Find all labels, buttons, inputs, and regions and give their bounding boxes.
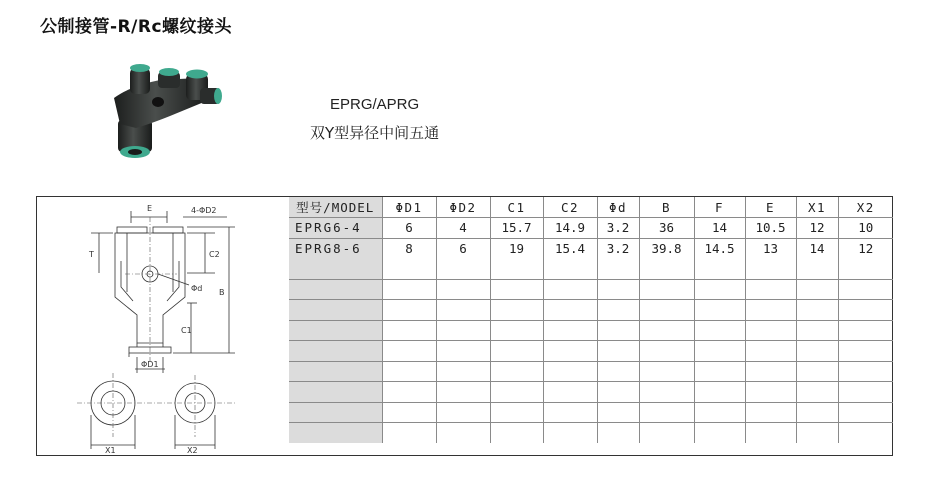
- cell: 6: [436, 238, 490, 259]
- dim-x2-label: X2: [187, 446, 198, 455]
- empty-cell: [490, 382, 543, 403]
- product-description: 双Y型异径中间五通: [310, 124, 440, 142]
- cell: 19: [490, 238, 543, 259]
- empty-cell: [289, 320, 382, 341]
- dim-c2-label: C2: [209, 250, 220, 259]
- empty-cell: [745, 341, 796, 362]
- empty-cell: [490, 259, 543, 280]
- empty-cell: [838, 361, 893, 382]
- empty-cell: [796, 279, 838, 300]
- empty-cell: [796, 259, 838, 280]
- empty-cell: [745, 361, 796, 382]
- dim-d-label: Φd: [191, 284, 203, 293]
- header-model: 型号/MODEL: [289, 197, 382, 218]
- empty-cell: [382, 300, 436, 321]
- cell: 12: [838, 238, 893, 259]
- empty-cell: [745, 300, 796, 321]
- empty-cell: [639, 423, 694, 444]
- empty-cell: [838, 320, 893, 341]
- dim-d2-label: 4-ΦD2: [191, 206, 217, 215]
- empty-cell: [639, 320, 694, 341]
- header-d2: ΦD2: [436, 197, 490, 218]
- empty-cell: [597, 300, 639, 321]
- header-c2: C2: [543, 197, 597, 218]
- empty-cell: [436, 402, 490, 423]
- empty-cell: [597, 279, 639, 300]
- empty-cell: [543, 423, 597, 444]
- dim-e-label: E: [147, 204, 153, 213]
- empty-cell: [838, 341, 893, 362]
- empty-cell: [796, 382, 838, 403]
- empty-cell: [639, 402, 694, 423]
- dim-x1-label: X1: [105, 446, 116, 455]
- cell: 6: [382, 218, 436, 239]
- empty-rows: [289, 259, 893, 444]
- empty-cell: [543, 300, 597, 321]
- empty-cell: [796, 320, 838, 341]
- empty-cell: [838, 300, 893, 321]
- empty-cell: [694, 402, 745, 423]
- empty-cell: [543, 320, 597, 341]
- empty-cell: [639, 341, 694, 362]
- empty-cell: [543, 279, 597, 300]
- dim-t-label: T: [89, 250, 94, 259]
- table-row: [289, 218, 893, 239]
- cell: 12: [796, 218, 838, 239]
- cell: 8: [382, 238, 436, 259]
- empty-cell: [597, 259, 639, 280]
- dim-d1-label: ΦD1: [141, 360, 159, 369]
- empty-cell: [543, 382, 597, 403]
- cell: 36: [639, 218, 694, 239]
- empty-cell: [639, 279, 694, 300]
- empty-cell: [490, 361, 543, 382]
- cell: 10.5: [745, 218, 796, 239]
- cell: 3.2: [597, 238, 639, 259]
- empty-cell: [597, 423, 639, 444]
- empty-cell: [436, 300, 490, 321]
- dim-c1-label: C1: [181, 326, 192, 335]
- empty-cell: [490, 402, 543, 423]
- cell: 14.5: [694, 238, 745, 259]
- empty-cell: [639, 361, 694, 382]
- cell: 13: [745, 238, 796, 259]
- empty-cell: [289, 259, 382, 280]
- empty-cell: [796, 300, 838, 321]
- dim-b-label: B: [219, 288, 225, 297]
- empty-cell: [796, 341, 838, 362]
- empty-cell: [382, 279, 436, 300]
- empty-cell: [694, 259, 745, 280]
- empty-cell: [436, 361, 490, 382]
- empty-table-row: [289, 402, 893, 423]
- header-d1: ΦD1: [382, 197, 436, 218]
- empty-cell: [490, 423, 543, 444]
- empty-cell: [745, 423, 796, 444]
- technical-drawing: [37, 197, 289, 455]
- header-e: E: [745, 197, 796, 218]
- empty-cell: [382, 341, 436, 362]
- empty-cell: [694, 300, 745, 321]
- empty-cell: [436, 382, 490, 403]
- empty-cell: [289, 300, 382, 321]
- empty-cell: [289, 341, 382, 362]
- empty-cell: [382, 402, 436, 423]
- empty-cell: [694, 423, 745, 444]
- empty-cell: [289, 423, 382, 444]
- empty-table-row: [289, 361, 893, 382]
- empty-cell: [382, 423, 436, 444]
- empty-cell: [289, 279, 382, 300]
- spec-table: [289, 197, 893, 443]
- empty-cell: [289, 361, 382, 382]
- empty-cell: [838, 279, 893, 300]
- empty-cell: [382, 382, 436, 403]
- table-row: [289, 238, 893, 259]
- cell-model: EPRG8-6: [289, 238, 382, 259]
- empty-cell: [838, 423, 893, 444]
- empty-cell: [543, 259, 597, 280]
- empty-cell: [796, 361, 838, 382]
- empty-cell: [745, 259, 796, 280]
- empty-cell: [436, 320, 490, 341]
- cell: 4: [436, 218, 490, 239]
- empty-cell: [796, 423, 838, 444]
- empty-cell: [694, 361, 745, 382]
- empty-cell: [436, 341, 490, 362]
- empty-cell: [694, 382, 745, 403]
- empty-cell: [543, 341, 597, 362]
- empty-cell: [490, 320, 543, 341]
- empty-table-row: [289, 423, 893, 444]
- empty-cell: [745, 279, 796, 300]
- empty-cell: [639, 259, 694, 280]
- empty-cell: [745, 402, 796, 423]
- empty-cell: [694, 341, 745, 362]
- page-title: 公制接管-R/Rc螺纹接头: [40, 17, 233, 37]
- empty-cell: [543, 361, 597, 382]
- empty-cell: [289, 402, 382, 423]
- empty-cell: [597, 341, 639, 362]
- cell: 14: [694, 218, 745, 239]
- empty-cell: [745, 320, 796, 341]
- empty-cell: [694, 320, 745, 341]
- header-d: Φd: [597, 197, 639, 218]
- empty-cell: [694, 279, 745, 300]
- empty-cell: [838, 382, 893, 403]
- empty-cell: [436, 259, 490, 280]
- empty-cell: [745, 382, 796, 403]
- empty-cell: [490, 300, 543, 321]
- empty-cell: [436, 279, 490, 300]
- empty-cell: [597, 320, 639, 341]
- empty-cell: [436, 423, 490, 444]
- cell: 15.4: [543, 238, 597, 259]
- empty-cell: [490, 341, 543, 362]
- empty-cell: [796, 402, 838, 423]
- header-x2: X2: [838, 197, 893, 218]
- header-f: F: [694, 197, 745, 218]
- empty-cell: [543, 402, 597, 423]
- empty-cell: [597, 382, 639, 403]
- cell-model: EPRG6-4: [289, 218, 382, 239]
- empty-cell: [382, 259, 436, 280]
- empty-cell: [838, 402, 893, 423]
- cell: 14.9: [543, 218, 597, 239]
- empty-cell: [382, 361, 436, 382]
- product-photo: [100, 58, 230, 168]
- empty-cell: [289, 382, 382, 403]
- cell: 15.7: [490, 218, 543, 239]
- empty-cell: [838, 259, 893, 280]
- header-x1: X1: [796, 197, 838, 218]
- empty-table-row: [289, 300, 893, 321]
- model-code: EPRG/APRG: [330, 96, 420, 113]
- table-header-row: [289, 197, 893, 218]
- cell: 39.8: [639, 238, 694, 259]
- cell: 3.2: [597, 218, 639, 239]
- empty-table-row: [289, 279, 893, 300]
- cell: 14: [796, 238, 838, 259]
- empty-cell: [597, 402, 639, 423]
- header-b: B: [639, 197, 694, 218]
- empty-cell: [639, 382, 694, 403]
- empty-table-row: [289, 259, 893, 280]
- empty-table-row: [289, 341, 893, 362]
- header-c1: C1: [490, 197, 543, 218]
- empty-cell: [382, 320, 436, 341]
- empty-cell: [597, 361, 639, 382]
- empty-table-row: [289, 382, 893, 403]
- empty-table-row: [289, 320, 893, 341]
- cell: 10: [838, 218, 893, 239]
- empty-cell: [490, 279, 543, 300]
- empty-cell: [639, 300, 694, 321]
